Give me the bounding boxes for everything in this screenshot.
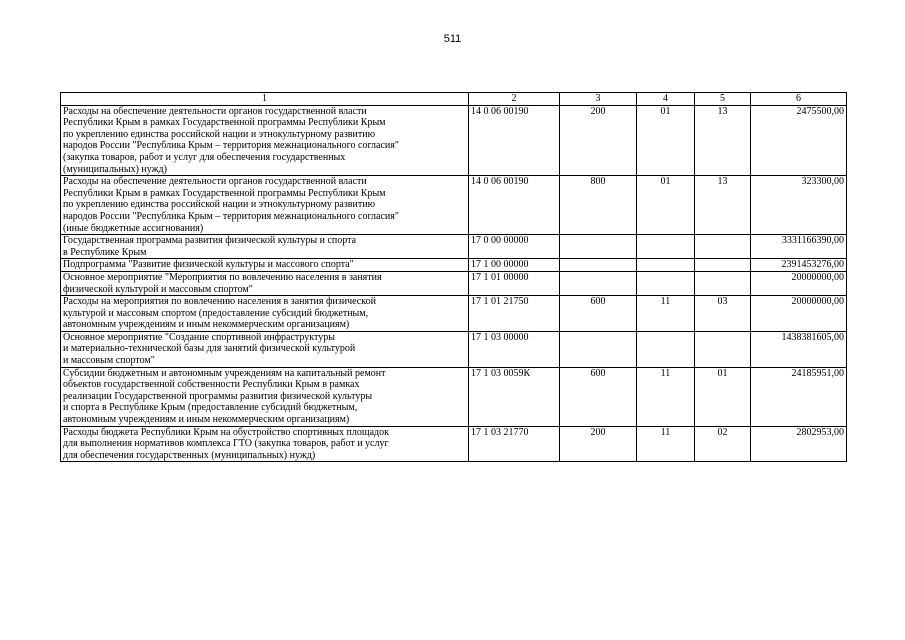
table-row <box>61 367 847 426</box>
description-line: автономным учреждениям и иным некоммерческим организациям) <box>63 414 350 426</box>
column-header-5: 5 <box>695 93 751 106</box>
description-line: Основное мероприятие "Мероприятия по вовлечению населения в занятия <box>63 271 382 283</box>
table-row <box>61 176 847 235</box>
budget-classification-code: 17 1 01 00000 <box>469 271 560 295</box>
column-header-2: 2 <box>469 93 560 106</box>
description-line: народов России "Республика Крым – территория межнационального согласия" <box>63 140 399 152</box>
description-line: Расходы на обеспечение деятельности органов государственной власти <box>63 176 367 188</box>
section-code <box>637 235 695 259</box>
column-header-1: 1 <box>61 93 469 106</box>
description-line: и массовым спортом" <box>63 355 155 367</box>
budget-classification-code: 17 1 01 21750 <box>469 296 560 332</box>
row-description <box>61 235 469 259</box>
expense-type-code <box>560 259 637 272</box>
row-description <box>61 367 469 426</box>
amount-value: 323300,00 <box>751 176 847 235</box>
table-row <box>61 271 847 295</box>
expense-type-code: 200 <box>560 105 637 176</box>
amount-value: 20000000,00 <box>751 271 847 295</box>
column-header-6: 6 <box>751 93 847 106</box>
section-code <box>637 331 695 367</box>
table-row <box>61 296 847 332</box>
description-line: Республики Крым в рамках Государственной программы Республики Крым <box>63 117 386 129</box>
section-code: 01 <box>637 176 695 235</box>
row-description <box>61 426 469 462</box>
description-line: культурой и массовым спортом (предоставление субсидий бюджетным, <box>63 307 369 319</box>
description-line: Субсидии бюджетным и автономным учреждениям на капитальный ремонт <box>63 367 386 379</box>
budget-classification-code: 17 1 03 0059К <box>469 367 560 426</box>
description-line: для обеспечения государственных (муниципальных) нужд) <box>63 449 316 461</box>
description-line: Расходы на обеспечение деятельности органов государственной власти <box>63 105 367 117</box>
description-line: Основное мероприятие "Создание спортивной инфраструктуры <box>63 331 335 343</box>
description-line: по укреплению единства российской нации и этнокультурному развитию <box>63 199 376 211</box>
budget-classification-code: 14 0 06 00190 <box>469 176 560 235</box>
description-line: (закупка товаров, работ и услуг для обеспечения государственных <box>63 151 346 163</box>
row-description <box>61 296 469 332</box>
subsection-code: 13 <box>695 105 751 176</box>
description-line: Расходы на мероприятия по вовлечению населения в занятия физической <box>63 296 376 308</box>
description-line: реализации Государственной программы развития физической культуры <box>63 390 373 402</box>
description-line: Подпрограмма "Развитие физической культуры и массового спорта" <box>63 259 354 271</box>
amount-value: 1438381605,00 <box>751 331 847 367</box>
amount-value: 24185951,00 <box>751 367 847 426</box>
expense-type-code: 600 <box>560 296 637 332</box>
description-line: автономным учреждениям и иным некоммерческим организациям) <box>63 319 350 331</box>
subsection-code: 02 <box>695 426 751 462</box>
description-line: Расходы бюджета Республики Крым на обустройство спортивных площадок <box>63 426 389 438</box>
subsection-code <box>695 259 751 272</box>
row-description <box>61 105 469 176</box>
row-description <box>61 176 469 235</box>
section-code: 01 <box>637 105 695 176</box>
budget-classification-code: 17 1 03 21770 <box>469 426 560 462</box>
description-line: Республики Крым в рамках Государственной программы Республики Крым <box>63 187 386 199</box>
description-line: по укреплению единства российской нации и этнокультурному развитию <box>63 128 376 140</box>
amount-value: 2475500,00 <box>751 105 847 176</box>
subsection-code <box>695 235 751 259</box>
budget-classification-code: 17 1 00 00000 <box>469 259 560 272</box>
budget-classification-code: 17 1 03 00000 <box>469 331 560 367</box>
budget-table <box>60 92 847 462</box>
table-row <box>61 259 847 272</box>
expense-type-code: 800 <box>560 176 637 235</box>
description-line: и материально-технической базы для занятий физической культурой <box>63 343 356 355</box>
description-line: народов России "Республика Крым – территория межнационального согласия" <box>63 210 399 222</box>
row-description <box>61 259 469 272</box>
amount-value: 2802953,00 <box>751 426 847 462</box>
description-line: в Республике Крым <box>63 246 147 258</box>
column-header-3: 3 <box>560 93 637 106</box>
amount-value: 20000000,00 <box>751 296 847 332</box>
row-description <box>61 331 469 367</box>
header-row <box>61 93 847 106</box>
description-line: для выполнения нормативов комплекса ГТО (закупка товаров, работ и услуг <box>63 438 389 450</box>
table-row <box>61 235 847 259</box>
description-line: объектов государственной собственности Республики Крым в рамках <box>63 379 360 391</box>
expense-type-code: 200 <box>560 426 637 462</box>
section-code: 11 <box>637 296 695 332</box>
budget-classification-code: 14 0 06 00190 <box>469 105 560 176</box>
amount-value: 3331166390,00 <box>751 235 847 259</box>
section-code: 11 <box>637 426 695 462</box>
subsection-code <box>695 271 751 295</box>
description-line: и спорта в Республике Крым (предоставление субсидий бюджетным, <box>63 402 358 414</box>
section-code <box>637 259 695 272</box>
description-line: (муниципальных) нужд) <box>63 163 167 175</box>
description-line: Государственная программа развития физической культуры и спорта <box>63 235 357 247</box>
expense-type-code <box>560 271 637 295</box>
table-row <box>61 331 847 367</box>
expense-type-code <box>560 331 637 367</box>
budget-classification-code: 17 0 00 00000 <box>469 235 560 259</box>
subsection-code <box>695 331 751 367</box>
table-row <box>61 426 847 462</box>
subsection-code: 13 <box>695 176 751 235</box>
expense-type-code: 600 <box>560 367 637 426</box>
expense-type-code <box>560 235 637 259</box>
table-row <box>61 105 847 176</box>
column-header-4: 4 <box>637 93 695 106</box>
section-code: 11 <box>637 367 695 426</box>
page-number: 511 <box>443 33 462 45</box>
table-body <box>61 105 847 462</box>
row-description <box>61 271 469 295</box>
section-code <box>637 271 695 295</box>
amount-value: 2391453276,00 <box>751 259 847 272</box>
description-line: (иные бюджетные ассигнования) <box>63 222 204 234</box>
subsection-code: 03 <box>695 296 751 332</box>
description-line: физической культурой и массовым спортом" <box>63 283 253 295</box>
subsection-code: 01 <box>695 367 751 426</box>
